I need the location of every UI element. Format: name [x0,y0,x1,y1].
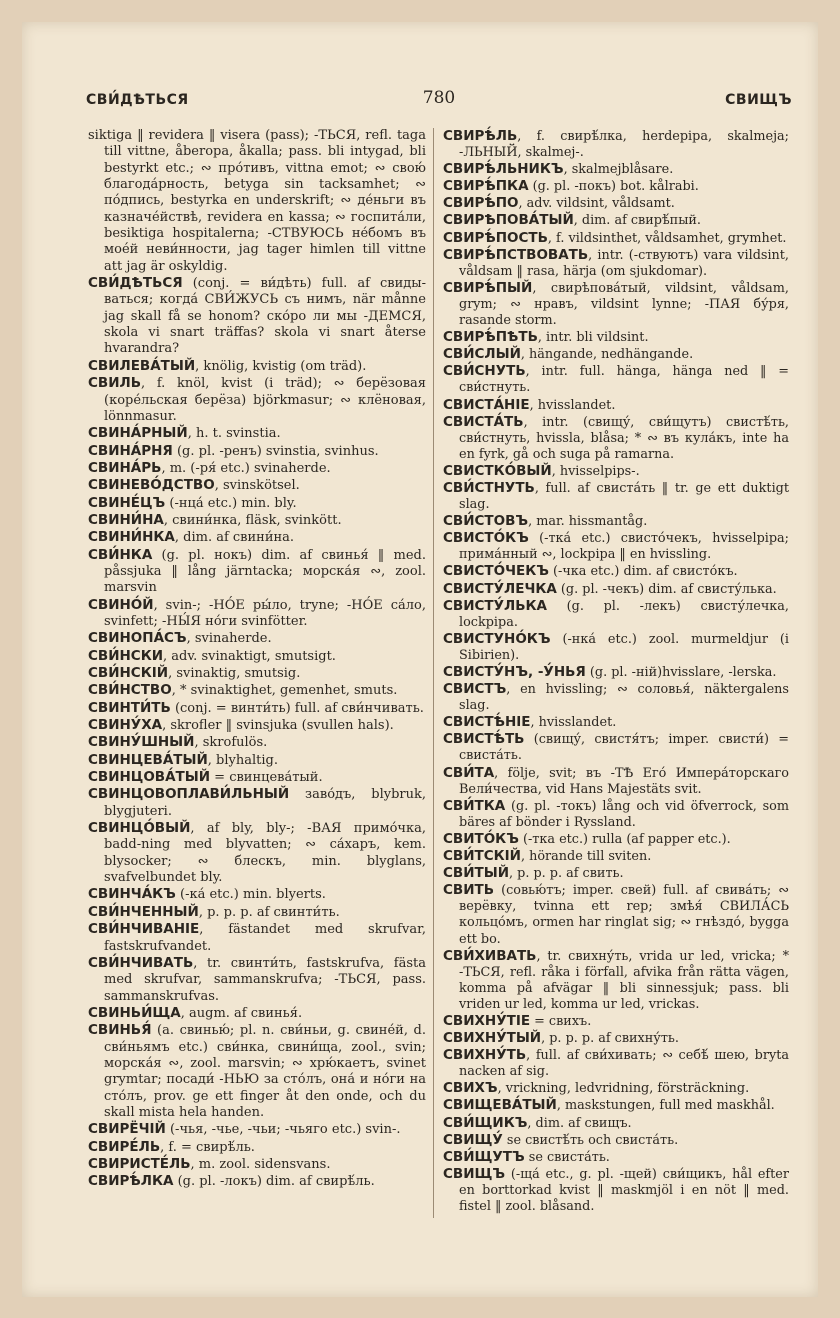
dictionary-entry: СВИ́ТСКІЙ, hörande till sviten. [443,848,652,865]
dictionary-entry: СВИНЬИ́ЩА, augm. af свинья́. [88,1004,303,1021]
dictionary-entry: СВИНЬЯ́ (a. свинью́; pl. n. сви́ньи, g. свине́й, d. сви́ньямъ etc.) сви́нка, свини́ща, zool., svin; морска́я ∾, zool. marsvin; ∾ хрю́каетъ, svinet grymtar; посади́ -НЬЮ за сто́лъ, она́ и но́ги на сто́лъ, prov. ge ett finger åt den onde, och du skall mista hela handen. [88,1022,426,1120]
dictionary-entry: СВИХНУ́ТЬ, full. af сви́хивать; ∾ себѣ́ шею, bryta nacken af sig. [443,1047,789,1080]
dictionary-entry: СВИРѢ́ПО, adv. vildsint, våldsamt. [443,195,675,212]
dictionary-entry: СВИЩУ́ se свистѣ́ть och свиста́ть. [443,1131,679,1148]
dictionary-entry: СВИСТѢ́НІЕ, hvisslandet. [443,714,617,731]
dictionary-entry: СВИТЬ (совью́тъ; imper. свей) full. af свива́ть; ∾ верёвку, tvinna ett rep; змѣя́ СВИЛА́СЬ кольцо́мъ, ormen har ringlat sig; ∾ гнѣздо́, bygga ett bo. [443,882,789,947]
dictionary-entry: СВИХНУ́ТІЕ = свихъ. [443,1012,592,1029]
dictionary-entry: siktiga ‖ revidera ‖ visera (pass); -ТЬСЯ, refl. taga till vittne, åberopa, åkalla; pass. bli intygad, bli bestyrkt etc.; ∾ про́тивъ, vittna emot; ∾ свою́ благода́рность, betyga sin tacksamhet; ∾ по́дпись, bestyrka en underskrift; ∾ де́ньги въ казначе́йствѣ, revidera en kassa; ∾ госпита́ли, besiktiga hospitalerna; -СТВУЮСЬ не́бомъ въ моéй неви́нности, jag tager himlen till vittne att jag är oskyldig. [88,128,426,274]
dictionary-entry: СВИРѢ́ПОСТЬ, f. vildsinthet, våldsamhet, grymhet. [443,229,787,246]
dictionary-entry: СВИНИ́НКА, dim. af свини́на. [88,529,295,546]
dictionary-entry: СВИ́НЧИВАТЬ, tr. свинти́ть, fastskrufva, fästa med skrufvar, sammanskrufva; -ТЬСЯ, pass. sammanskrufvas. [88,954,426,1004]
dictionary-entry: СВИХЪ, vrickning, ledvridning, försträckning. [443,1080,750,1097]
dictionary-entry: СВИ́СЛЫЙ, hängande, nedhängande. [443,346,694,363]
dictionary-entry: СВИНЧА́КЪ (-ка́ etc.) min. blyerts. [88,886,326,903]
dictionary-entry: СВИНА́РНЫЙ, h. t. svinstia. [88,425,281,442]
dictionary-entry: СВИ́НЧЕННЫЙ, p. p. p. af свинти́ть. [88,903,340,920]
dictionary-entry: СВИРѢ́ПКА (g. pl. -покъ) bot. kålrabi. [443,178,699,195]
dictionary-entry: СВИЛЕВА́ТЫЙ, knölig, kvistig (om träd). [88,357,367,374]
dictionary-entry: СВИСТУ́НЪ, -У́НЬЯ (g. pl. -ній)hvisslare, -lerska. [443,664,777,680]
dictionary-entry: СВИ́НЧИВАНІЕ, fästandet med skrufvar, fastskrufvandet. [88,921,426,954]
dictionary-entry: СВИНОПА́СЪ, svinaherde. [88,630,272,647]
dictionary-entry: СВИСТѢ́ТЬ (свищу́, свистя́тъ; imper. свисти́) = свиста́ть. [443,731,789,764]
dictionary-entry: СВИСТУ́ЛЕЧКА (g. pl. -чекъ) dim. af свисту́лька. [443,580,777,597]
dictionary-entry: СВИРѢ́ЛЬНИКЪ, skalmejblåsare. [443,161,674,178]
dictionary-entry: СВИТО́КЪ (-тка etc.) rulla (af papper etc.). [443,830,731,847]
dictionary-entry: СВИ́НСТВО, * svinaktighet, gemenhet, smuts. [88,682,398,699]
dictionary-entry: СВИРЕ́ЛЬ, f. = свирѣ́ль. [88,1138,255,1155]
dictionary-entry: СВИ́СТНУТЬ, full. af свиста́ть ‖ tr. ge ett duktigt slag. [443,479,789,513]
dictionary-entry: СВИНА́РНЯ (g. pl. -ренъ) svinstia, svinhus. [88,442,379,459]
dictionary-entry: СВИ́НСКИ, adv. svinaktigt, smutsigt. [88,647,336,664]
dictionary-entry: СВИРИСТЕ́ЛЬ, m. zool. sidensvans. [88,1155,331,1172]
dictionary-entry: СВИРѢ́ПЫЙ, свирѣпова́тый, vildsint, våldsam, grym; ∾ нравъ, vildsint lynne; -ПАЯ бу́ря, rasande storm. [443,279,789,329]
dictionary-entry: СВИСТО́КЪ (-тка́ etc.) свисто́чекъ, hvisselpipa; прима́нный ∾, lockpipa ‖ en hvissling. [443,530,789,563]
dictionary-entry: СВИ́ТКА (g. pl. -токъ) lång och vid öfverrock, som bäres af bönder i Ryssland. [443,797,789,830]
column-divider [433,128,434,1218]
dictionary-entry: СВИРѢ́ПѢТЬ, intr. bli vildsint. [443,329,649,346]
dictionary-entry: СВИНЦОВА́ТЫЙ = свинцева́тый. [88,769,323,786]
dictionary-entry: СВИНУ́ШНЫЙ, skrofulös. [88,734,268,751]
dictionary-entry: СВИНО́Й, svin-; -НО́Е ры́ло, tryne; -НО́Е са́ло, svinfett; -НЫ́Я но́ги svinfötter. [88,596,426,629]
dictionary-entry: СВИ́НКА (g. pl. нокъ) dim. af свинья́ ‖ med. påssjuka ‖ lång järntacka; морска́я ∾, zool. marsvin [88,546,426,596]
dictionary-entry: СВИСТЪ, en hvissling; ∾ соловья́, näktergalens slag. [443,681,789,714]
dictionary-entry: СВИСТУ́ЛЬКА (g. pl. -лекъ) свисту́лечка, lockpipa. [443,597,789,630]
dictionary-entry: СВИНТИ́ТЬ (conj. = винти́ть) full. af сви́нчивать. [88,699,424,716]
dictionary-entry: СВИ́ЩИКЪ, dim. af свищъ. [443,1114,632,1131]
dictionary-entry: СВИ́ТЫЙ, p. p. p. af свить. [443,865,624,882]
dictionary-entry: СВИСТА́НІЕ, hvisslandet. [443,396,616,413]
dictionary-entry: СВИ́ТА, följe, svit; въ -ТѢ Его́ Импера́торскаго Вели́чества, vid Hans Majestäts svit. [443,764,789,797]
header-right-guide-word: СВИЩЪ [725,92,792,108]
dictionary-entry: СВИНИ́НА, свини́нка, fläsk, svinkött. [88,511,342,528]
dictionary-entry: СВИРѢ́ЛЬ, f. свирѣ́лка, herdepipa, skalmeja; -ЛЬНЫЙ, skalmej-. [443,128,789,161]
dictionary-entry: СВИ́ХИВАТЬ, tr. свихну́ть, vrida ur led, vricka; * -ТЬСЯ, refl. råka i förfall, afvika från rätta vägen, komma på afvägar ‖ bli sinnessjuk; pass. bli vriden ur led, komma ur led, vrickas. [443,947,789,1012]
dictionary-entry: СВИ́ЩУТЪ se свиста́ть. [443,1148,610,1165]
dictionary-entry: СВИСТА́ТЬ, intr. (свищу́, сви́щутъ) свистѣ́ть, сви́стнуть, hvissla, blåsa; * ∾ въ кула́къ, inte ha en fyrk, gå och suga på ramarna. [443,413,789,462]
header-left-guide-word: СВИ́ДѢТЬСЯ [86,92,189,108]
dictionary-entry: СВИНА́РЬ, m. (-ря́ etc.) svinaherde. [88,459,331,476]
dictionary-entry: СВИНУ́ХА, skrofler ‖ svinsjuka (svullen hals). [88,717,394,734]
dictionary-entry: СВИРѢ́ЛКА (g. pl. -локъ) dim. af свирѣ́ль. [88,1173,375,1190]
dictionary-entry: СВИЩЪ (-ща́ etc., g. pl. -щей) сви́щикъ, hål efter en borttorkad kvist ‖ maskmjöl i en nöt ‖ med. fistel ‖ zool. blåsand. [443,1165,789,1214]
dictionary-entry: СВИ́НСКІЙ, svinaktig, smutsig. [88,665,301,681]
dictionary-entry: СВИНЦО́ВЫЙ, af bly, bly-; -ВАЯ примо́чка, badd-ning med blyvatten; ∾ са́харъ, kem. blysocker; ∾ блескъ, min. blyglans, svafvelbundet bly. [88,820,426,886]
dictionary-entry: СВИСТУНО́КЪ (-нка́ etc.) zool. murmeldjur (i Sibirien). [443,630,789,663]
dictionary-entry: СВИНЦОВОПЛАВИ́ЛЬНЫЙ заво́дъ, blybruk, blygjuteri. [88,786,426,819]
dictionary-entry: СВИ́ДѢТЬСЯ (conj. = ви́дѣть) full. af свиды-ваться; когда́ СВИ́ЖУСЬ съ нимъ, när månne jag skall få se honom? ско́ро ли мы -ДЕМСЯ, skola vi snart träffas? skola vi snart återse hvarandra? [88,275,426,357]
dictionary-entry: СВИСТО́ЧЕКЪ (-чка etc.) dim. af свисто́къ. [443,563,738,580]
page-header [86,88,792,112]
dictionary-entry: СВИ́СНУТЬ, intr. full. hänga, hänga ned ‖ = сви́стнуть. [443,363,789,396]
dictionary-entry: СВИ́СТОВЪ, mar. hissmantåg. [443,513,648,530]
dictionary-entry: СВИЛЬ, f. knöl, kvist (i träd); ∾ берёзовая (коре́льская берёза) björkmasur; ∾ клёновая, lönnmasur. [88,375,426,424]
right-column [443,128,789,1215]
dictionary-entry: СВИНЕВО́ДСТВО, svinskötsel. [88,477,300,494]
dictionary-entry: СВИРѢ́ПСТВОВАТЬ, intr. (-ствуютъ) vara vildsint, våldsam ‖ rasa, härja (om sjukdomar). [443,246,789,279]
dictionary-entry: СВИХНУ́ТЫЙ, p. p. p. af свихну́ть. [443,1030,679,1047]
dictionary-entry: СВИЩЕВА́ТЫЙ, maskstungen, full med maskhål. [443,1097,775,1114]
dictionary-entry: СВИРѢПОВА́ТЫЙ, dim. af свирѣ́пый. [443,212,701,229]
left-column [88,128,426,1191]
dictionary-entry: СВИСТКО́ВЫЙ, hvisselpips-. [443,462,640,479]
dictionary-entry: СВИНЕ́ЦЪ (-нца́ etc.) min. bly. [88,494,297,511]
page-number: 780 [422,88,456,108]
dictionary-entry: СВИНЦЕВА́ТЫЙ, blyhaltig. [88,751,278,768]
dictionary-entry: СВИРЁЧІЙ (-чья, -чье, -чьи; -чьяго etc.) svin-. [88,1121,401,1138]
